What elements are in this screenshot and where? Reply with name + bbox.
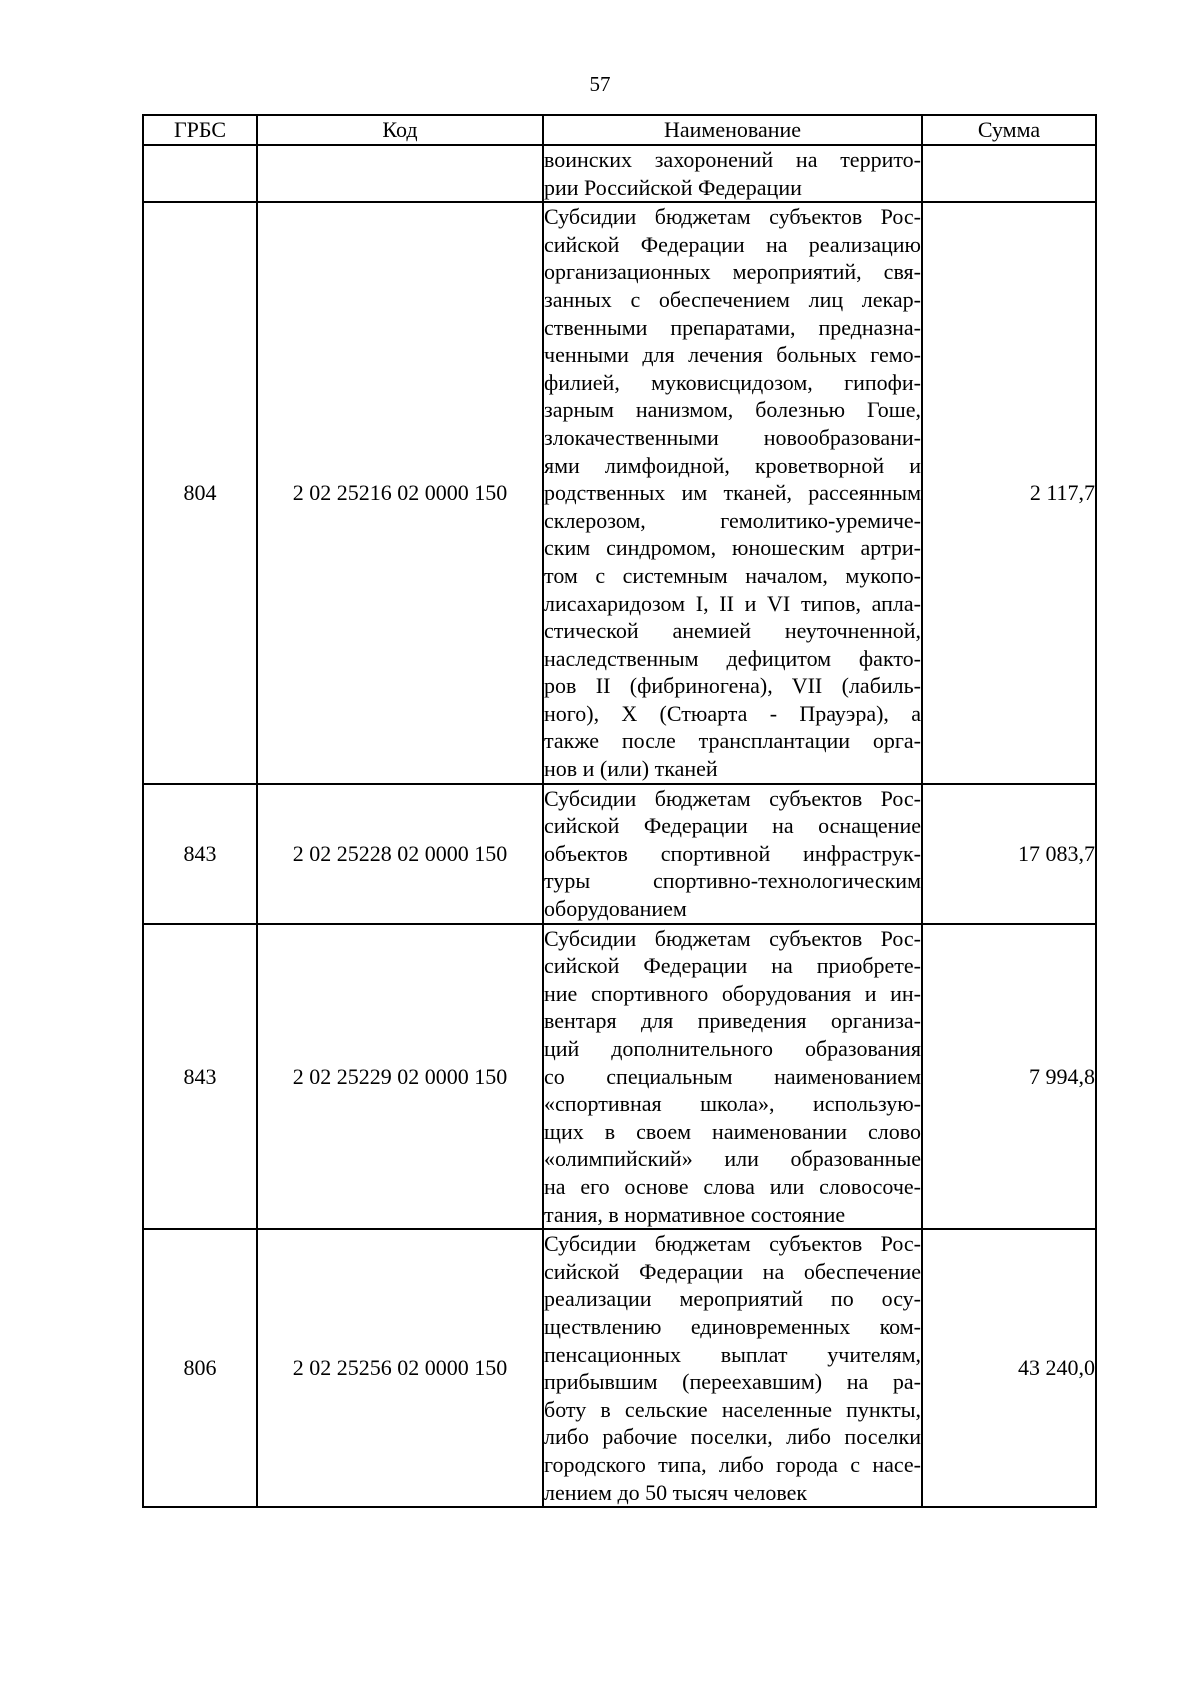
- grbs-cell: 806: [143, 1229, 257, 1507]
- name-line: щих в своем наименовании слово: [544, 1118, 921, 1144]
- page-number: 57: [589, 72, 611, 96]
- sum-cell: [922, 145, 1096, 202]
- sum-cell: 7 994,8: [922, 924, 1096, 1230]
- name-line: ров II (фибриногена), VII (лабиль-: [544, 673, 921, 699]
- name-line: туры спортивно-технологическим: [544, 868, 921, 894]
- name-line: ществлению единовременных ком-: [544, 1313, 921, 1339]
- name-line: тания, в нормативное состояние: [544, 1201, 846, 1227]
- name-line: Субсидии бюджетам субъектов Рос-: [544, 925, 921, 951]
- name-line: также после трансплантации орга-: [544, 728, 921, 754]
- name-line: Субсидии бюджетам субъектов Рос-: [544, 785, 921, 811]
- name-line: склерозом, гемолитико-уремиче-: [544, 507, 921, 533]
- name-line: Субсидии бюджетам субъектов Рос-: [544, 1231, 921, 1257]
- code-cell: 2 02 25256 02 0000 150: [257, 1229, 543, 1507]
- grbs-cell: 843: [143, 784, 257, 924]
- table-body: [143, 145, 1096, 1507]
- header-name: Наименование: [543, 115, 922, 145]
- name-cell: [543, 924, 922, 1230]
- name-line: городского типа, либо города с насе-: [544, 1451, 921, 1477]
- header-sum: Сумма: [922, 115, 1096, 145]
- table-row: [143, 1229, 1096, 1507]
- name-line: либо рабочие поселки, либо поселки: [544, 1424, 921, 1450]
- name-line: реализации мероприятий по осу-: [544, 1286, 921, 1312]
- name-line: ченными для лечения больных гемо-: [544, 342, 921, 368]
- header-code: Код: [257, 115, 543, 145]
- name-cell: [543, 202, 922, 783]
- table-header-row: [143, 115, 1096, 145]
- name-line: ями лимфоидной, кроветворной и: [544, 452, 921, 478]
- name-line: рии Российской Федерации: [544, 174, 802, 200]
- name-line: наследственным дефицитом факто-: [544, 645, 921, 671]
- code-cell: 2 02 25216 02 0000 150: [257, 202, 543, 783]
- name-line: «олимпийский» или образованные: [544, 1146, 921, 1172]
- name-line: ние спортивного оборудования и ин-: [544, 980, 921, 1006]
- name-line: зарным нанизмом, болезнью Гоше,: [544, 397, 921, 423]
- name-line: прибывшим (переехавшим) на ра-: [544, 1369, 921, 1395]
- name-line: сийской Федерации на обеспечение: [544, 1258, 921, 1284]
- name-line: оборудованием: [544, 896, 687, 922]
- name-line: вентаря для приведения организа-: [544, 1008, 921, 1034]
- name-line: пенсационных выплат учителям,: [544, 1341, 921, 1367]
- name-line: организационных мероприятий, свя-: [544, 259, 921, 285]
- name-line: лисахаридозом I, II и VI типов, апла-: [544, 590, 921, 616]
- table-row: [143, 784, 1096, 924]
- name-line: ного), X (Стюарта - Прауэра), а: [544, 700, 921, 726]
- name-line: нов и (или) тканей: [544, 756, 718, 782]
- name-cell: [543, 145, 922, 202]
- name-line: лением до 50 тысяч человек: [544, 1479, 808, 1505]
- sum-cell: 17 083,7: [922, 784, 1096, 924]
- sum-cell: 2 117,7: [922, 202, 1096, 783]
- name-line: том с системным началом, мукопо-: [544, 562, 921, 588]
- grbs-cell: 804: [143, 202, 257, 783]
- name-line: сийской Федерации на приобрете-: [544, 953, 921, 979]
- name-line: воинских захоронений на террито-: [544, 147, 921, 172]
- code-cell: 2 02 25229 02 0000 150: [257, 924, 543, 1230]
- table-row: [143, 145, 1096, 202]
- grbs-cell: 843: [143, 924, 257, 1230]
- name-line: филией, муковисцидозом, гипофи-: [544, 369, 921, 395]
- header-grbs: ГРБС: [143, 115, 257, 145]
- name-line: объектов спортивной инфраструк-: [544, 840, 921, 866]
- name-line: ственными препаратами, предназна-: [544, 314, 921, 340]
- table-row: [143, 202, 1096, 783]
- name-line: ций дополнительного образования: [544, 1036, 921, 1061]
- name-cell: [543, 1229, 922, 1507]
- table-row: [143, 924, 1096, 1230]
- name-line: ским синдромом, юношеским артри-: [544, 535, 921, 561]
- grbs-cell: [143, 145, 257, 202]
- code-cell: 2 02 25228 02 0000 150: [257, 784, 543, 924]
- name-line: боту в сельские населенные пункты,: [544, 1396, 921, 1422]
- name-line: Субсидии бюджетам субъектов Рос-: [544, 204, 921, 230]
- name-line: на его основе слова или словосоче-: [544, 1173, 921, 1199]
- name-cell: [543, 784, 922, 924]
- code-cell: [257, 145, 543, 202]
- name-line: злокачественными новообразовани-: [544, 424, 921, 450]
- name-line: занных с обеспечением лиц лекар-: [544, 286, 921, 312]
- name-line: стической анемией неуточненной,: [544, 618, 921, 644]
- budget-table: [142, 114, 1097, 1508]
- sum-cell: 43 240,0: [922, 1229, 1096, 1507]
- name-line: сийской Федерации на оснащение: [544, 813, 921, 839]
- name-line: сийской Федерации на реализацию: [544, 231, 921, 257]
- name-line: родственных им тканей, рассеянным: [544, 480, 921, 506]
- name-line: «спортивная школа», использую-: [544, 1091, 921, 1117]
- name-line: со специальным наименованием: [544, 1063, 921, 1089]
